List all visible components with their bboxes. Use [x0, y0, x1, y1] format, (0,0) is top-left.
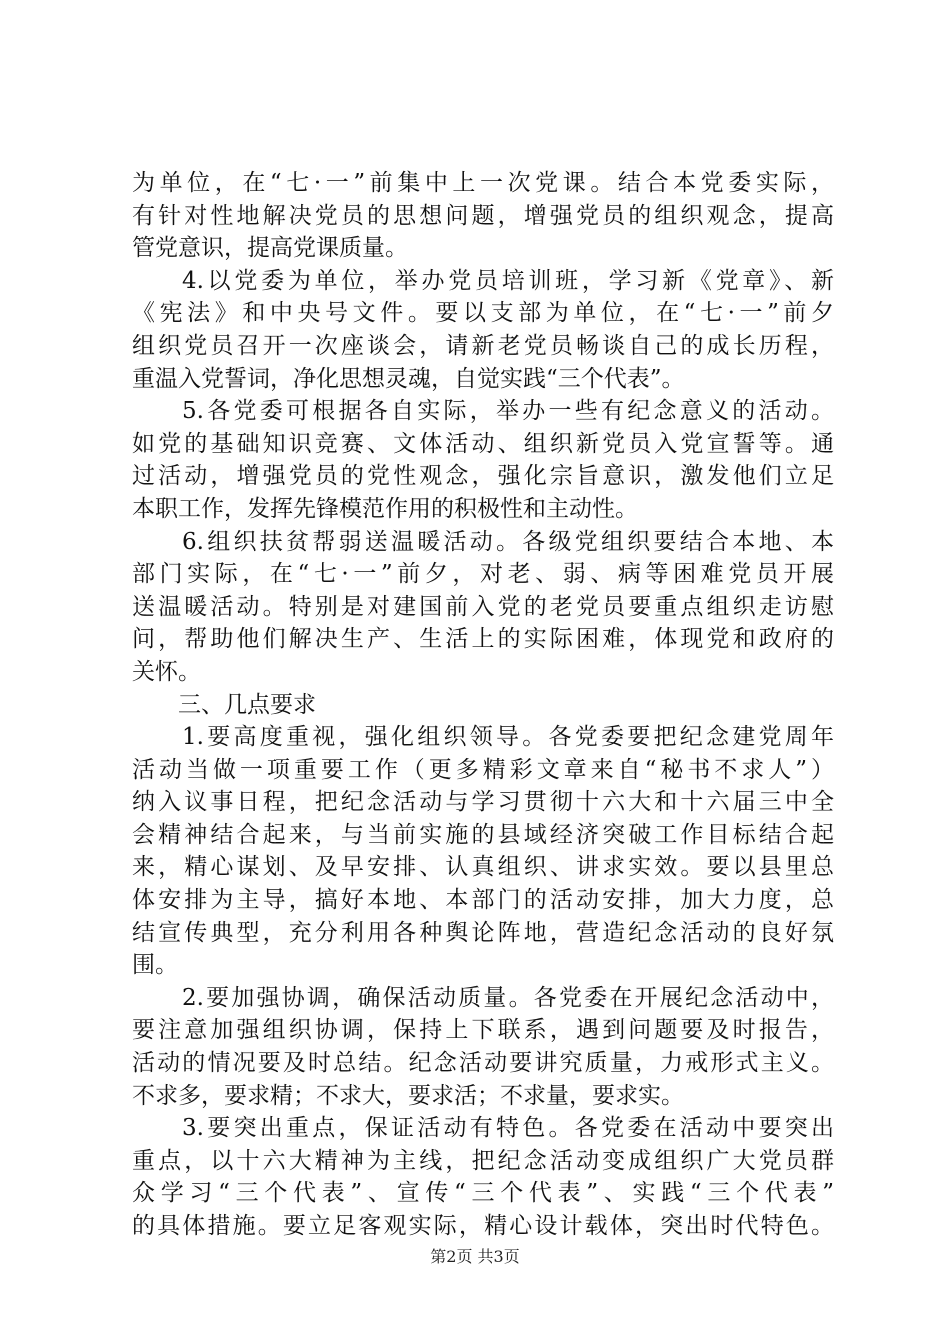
text-line: 的具体措施。要立足客观实际，精心设计载体，突出时代特色。: [132, 1213, 834, 1239]
text-line: 管党意识，提高党课质量。: [132, 235, 408, 262]
page-number-footer: 第2页 共3页: [430, 1247, 520, 1266]
text-line: 会精神结合起来，与当前实施的县域经济突破工作目标结合起: [132, 821, 834, 848]
text-line: 不求多，要求精；不求大，要求活；不求量，要求实。: [132, 1082, 684, 1109]
text-line: 送温暖活动。特别是对建国前入党的老党员要重点组织走访慰: [132, 593, 834, 620]
text-line: 活动的情况要及时总结。纪念活动要讲究质量，力戒形式主义。: [132, 1050, 834, 1077]
text-line: 围。: [132, 952, 178, 979]
text-line: 来，精心谋划、及早安排、认真组织、讲求实效。要以县里总: [132, 854, 834, 881]
text-line: 2.要加强协调，确保活动质量。各党委在开展纪念活动中，: [182, 984, 834, 1011]
text-line: 众学习“三个代表”、宣传“三个代表”、实践“三个代表”: [132, 1180, 834, 1207]
text-line: 3.要突出重点，保证活动有特色。各党委在活动中要突出: [182, 1115, 834, 1142]
text-line: 组织党员召开一次座谈会，请新老党员畅谈自己的成长历程，: [132, 332, 834, 359]
text-line: 5.各党委可根据各自实际，举办一些有纪念意义的活动。: [182, 398, 834, 425]
text-line: 本职工作，发挥先锋模范作用的积极性和主动性。: [132, 495, 638, 522]
text-line: 4.以党委为单位，举办党员培训班，学习新《党章》、新: [182, 267, 834, 294]
text-line: 重温入党誓词，净化思想灵魂，自觉实践“三个代表”。: [132, 365, 685, 392]
text-line: 纳入议事日程，把纪念活动与学习贯彻十六大和十六届三中全: [132, 789, 834, 816]
text-line: 有针对性地解决党员的思想问题，增强党员的组织观念，提高: [132, 202, 834, 229]
text-line: 要注意加强组织协调，保持上下联系，遇到问题要及时报告，: [132, 1017, 834, 1044]
text-line: 部门实际，在“七·一”前夕，对老、弱、病等困难党员开展: [132, 561, 834, 588]
document-body: [132, 167, 834, 1243]
text-line: 体安排为主导，搞好本地、本部门的活动安排，加大力度，总: [132, 887, 834, 914]
section-heading: 三、几点要求: [178, 691, 316, 718]
text-line: 1.要高度重视，强化组织领导。各党委要把纪念建党周年: [182, 724, 834, 751]
text-line: 结宣传典型，充分利用各种舆论阵地，营造纪念活动的良好氛: [132, 919, 834, 946]
text-line: 《宪法》和中央号文件。要以支部为单位，在“七·一”前夕: [132, 300, 834, 327]
text-line: 活动当做一项重要工作（更多精彩文章来自“秘书不求人”）: [132, 756, 834, 783]
text-line: 过活动，增强党员的党性观念，强化宗旨意识，激发他们立足: [132, 463, 834, 490]
text-line: 重点，以十六大精神为主线，把纪念活动变成组织广大党员群: [132, 1147, 834, 1174]
text-line: 6.组织扶贫帮弱送温暖活动。各级党组织要结合本地、本: [182, 528, 834, 555]
text-line: 关怀。: [132, 658, 201, 685]
text-line: 为单位，在“七·一”前集中上一次党课。结合本党委实际，: [132, 170, 834, 196]
text-line: 问，帮助他们解决生产、生活上的实际困难，体现党和政府的: [132, 626, 834, 653]
text-line: 如党的基础知识竞赛、文体活动、组织新党员入党宣誓等。通: [132, 430, 834, 457]
